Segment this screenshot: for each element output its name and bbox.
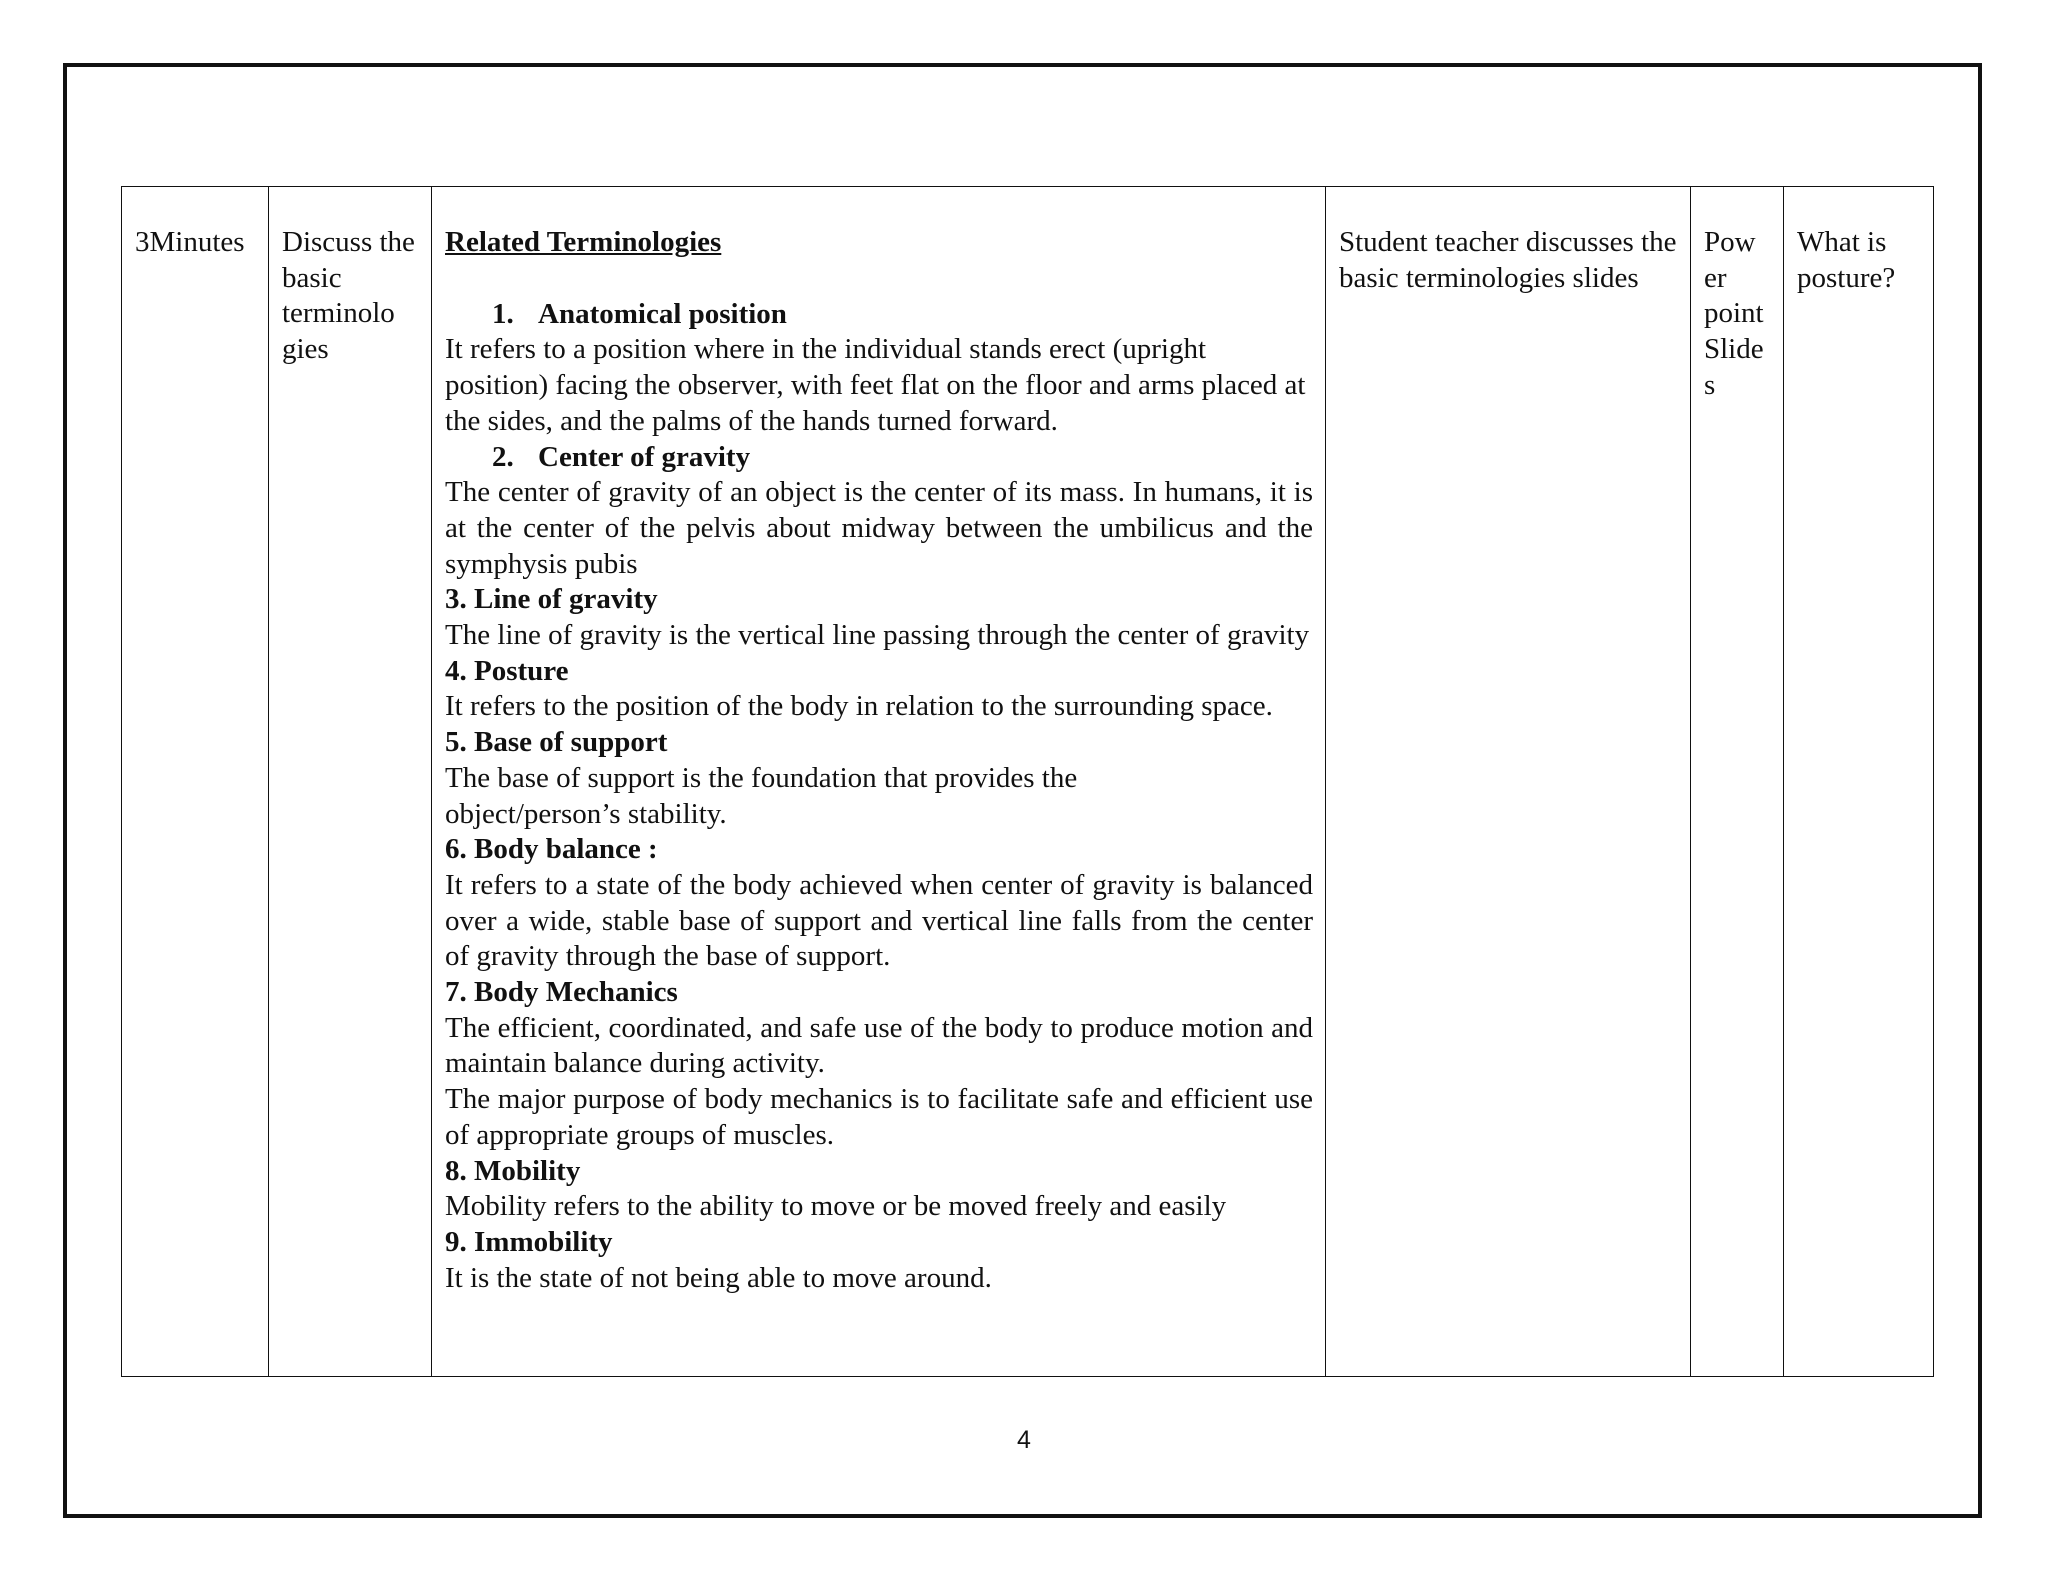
term-number: 2. — [492, 440, 514, 473]
term-title — [445, 975, 1313, 1011]
time-cell — [122, 187, 269, 1377]
term-description: Mobility refers to the ability to move or be moved freely and easily — [445, 1190, 1227, 1223]
term-title-text: Line of gravity — [474, 583, 658, 616]
term-description: It refers to a state of the body achieved when center of gravity is balanced over a wide, stable base of support and vertical line falls from the center of gravity through the base of support. — [445, 868, 1313, 973]
term-description: It is the state of not being able to move around. — [445, 1261, 992, 1294]
term-title-text: Posture — [474, 654, 569, 687]
term-description: The line of gravity is the vertical line passing through the center of gravity — [445, 619, 1310, 652]
term-number: 3. — [445, 583, 467, 616]
term-title — [445, 440, 1313, 476]
term-title — [445, 1154, 1313, 1190]
term-title — [445, 297, 1313, 333]
term-title-text: Center of gravity — [538, 440, 751, 473]
term-title-text: Body Mechanics — [474, 976, 678, 1009]
term-title — [445, 725, 1313, 761]
term-title-text: Body balance : — [474, 833, 658, 866]
lesson-plan-table — [121, 186, 1934, 1377]
term-description: The center of gravity of an object is the center of its mass. In humans, it is at the center of the pelvis about midway between the umbilicus and the symphysis pubis — [445, 476, 1313, 580]
evaluation-cell — [1784, 187, 1934, 1377]
activity-text: Student teacher discusses the basic terminologies slides — [1339, 226, 1677, 294]
term-description: It refers to a position where in the individual stands erect (upright position) facing the observer, with feet flat on the floor and arms placed at the sides, and the palms of the hands turned forward. — [445, 333, 1306, 437]
term-number: 5. — [445, 726, 467, 759]
page-number: 4 — [1017, 1426, 1031, 1454]
term-number: 9. — [445, 1225, 467, 1258]
objective-text: Discuss the basic terminolo gies — [282, 226, 415, 366]
term-description: It refers to the position of the body in relation to the surrounding space. — [445, 690, 1273, 723]
term-title-text: Mobility — [474, 1154, 581, 1187]
teaching-aids-text: Pow er point Slide s — [1704, 226, 1764, 401]
term-title-text: Base of support — [474, 726, 668, 759]
term-title — [445, 1225, 1313, 1261]
term-number: 6. — [445, 833, 467, 866]
term-number: 1. — [492, 297, 514, 330]
term-description: The base of support is the foundation that provides the object/person’s stability. — [445, 761, 1078, 830]
term-number: 8. — [445, 1154, 467, 1187]
content-heading: Related Terminologies — [445, 226, 722, 258]
term-description: The efficient, coordinated, and safe use of the body to produce motion and maintain balance during activity. — [445, 1011, 1313, 1080]
term-title-text: Immobility — [474, 1225, 613, 1258]
term-description: The major purpose of body mechanics is to facilitate safe and efficient use of appropriate groups of muscles. — [445, 1083, 1313, 1151]
table-row — [122, 187, 1934, 1377]
term-number: 7. — [445, 976, 467, 1009]
term-title — [445, 832, 1313, 868]
content-cell — [432, 187, 1326, 1377]
objective-cell — [269, 187, 432, 1377]
teaching-aids-cell — [1691, 187, 1784, 1377]
term-title — [445, 654, 1313, 690]
term-title-text: Anatomical position — [538, 297, 787, 330]
time-text: 3Minutes — [135, 226, 245, 258]
evaluation-text: What is posture? — [1797, 226, 1896, 294]
activity-cell — [1326, 187, 1691, 1377]
term-number: 4. — [445, 654, 467, 687]
term-title — [445, 582, 1313, 618]
